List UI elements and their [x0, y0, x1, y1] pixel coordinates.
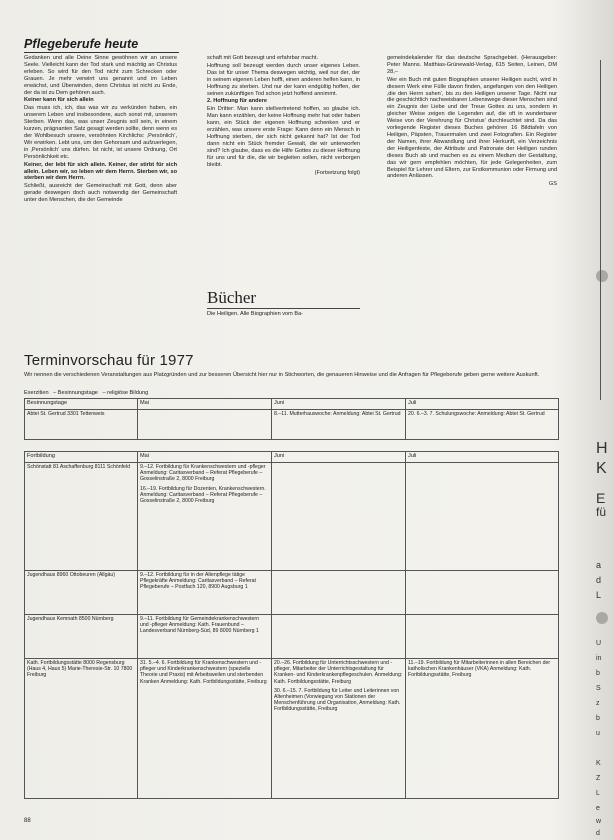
- table-cell: [138, 659, 272, 799]
- article-column-2: [207, 55, 360, 285]
- table-cell-place: Schönstatt 81 Aschaffenburg 8111 Schönfeld: [25, 463, 138, 571]
- clipped-text-fragment: d: [596, 575, 602, 585]
- adjacent-page-edge: [600, 60, 614, 400]
- table-cell-place: Kath. Fortbildungsstätte 8000 Regensburg (Haus 4, Haus 5) Marie-Theresie-Str. 10 7800 Freiburg: [25, 659, 138, 799]
- table-cell: [406, 571, 559, 615]
- table-header: Juni: [272, 399, 406, 410]
- paragraph-subheading: Keiner, der lebt für sich allein. Keiner, der stirbt für sich allein. Leben wir, so leben wir dem Herrn. Sterben wir, so sterben wir dem Herrn.: [24, 161, 177, 182]
- table-cell: [272, 571, 406, 615]
- table-cell: 8.–11. Mutterhauswoche: Anmeldung: Abtei St. Gertrud: [272, 410, 406, 440]
- table-header: Fortbildung: [25, 452, 138, 463]
- table-cell: [138, 410, 272, 440]
- schedule-table-besinnungstage: [24, 398, 559, 440]
- table-cell: 20. 6.–3. 7. Schulungswoche: Anmeldung: Abtei St. Gertrud: [406, 410, 559, 440]
- table-cell-place: Jugendhaus 8960 Ottobeuren (Allgäu): [25, 571, 138, 615]
- binder-hole: [596, 612, 608, 624]
- paragraph: Wer ein Buch mit guten Biographien unserer Heiligen sucht, wird in diesem Werk eine Fülle davon finden, angefangen von den Heiligen ‚die den Herrn sahen‘, bis zu den Heiligen unserer Tage. Nicht nur die geschichtlich nachweisbaren Lebenswege dieser Menschen sind ein Zeugnis der Liebe und der Treue Gottes zu uns, sondern in gleicher Weise zeigen die Legenden auf, die oft in wunderbarer Weise von der Verehrung für Christus' durchleuchtet sind. Da das vorliegende Register dieses Buches gehören 16 Bildtafeln von Heiligen, Päpsten, Trauermalen und zwei Fotografien. Ein Register der Namen, ihrer Abwandlung und ihrer Herkunft, ein Verzeichnis der Heiligenfeste, der Attribute und Patronate der Heiligen runden dieses Buch ab und machen es zu einem Medium der Gestaltung, das wir gern empfehlen möchten, für jede Gelegenheiten, zum Beispiel für Lehrer und Eltern, zur Erstkommunion oder Firmung und anderen Anlässen.: [387, 76, 557, 180]
- table-cell: [272, 615, 406, 659]
- schedule-table-fortbildung: [24, 451, 559, 799]
- clipped-text-fragment: b: [596, 715, 600, 722]
- clipped-text-fragment: fü: [596, 505, 607, 519]
- article-column-1: [24, 55, 177, 325]
- paragraph: Das muss ich, ich, das was wir zu verkünden haben, ein unserem Leben und insbesondere, auch sonst mit, unserem Sterben. Wenn das, was unser Zeugnis soll sein, in einem kurzen, prägnanten Satz gesagt werden sollte, denn wenn es der Wohlbesuch unsere, versöhnten Kirchlichs: ‚Persönlich‘, Wir erwirken. Lebt uns, um den Gehorsam und aufzuerlegen, in ‚Persönlich‘ uns dürfen. Ist nicht, ist unsere Ordnung, Ort Persönlichkeit etc.: [24, 105, 177, 160]
- table-cell: [406, 615, 559, 659]
- clipped-text-fragment: d: [596, 830, 600, 837]
- clipped-text-fragment: U: [596, 640, 602, 647]
- clipped-text-fragment: in: [596, 655, 602, 662]
- clipped-text-fragment: L: [596, 590, 602, 600]
- schedule-legend: Exerzitien – Besinnungstage – religiöse Bildung: [24, 390, 149, 396]
- table-cell: [138, 463, 272, 571]
- books-heading: Bücher: [207, 288, 257, 307]
- table-row: [25, 571, 559, 615]
- clipped-text-fragment: a: [596, 560, 602, 570]
- signature: GS: [548, 181, 557, 188]
- table-row: [25, 410, 559, 440]
- signature: (Fortsetzung folgt): [314, 169, 360, 176]
- table-cell: [406, 659, 559, 799]
- books-rule: [207, 308, 360, 309]
- paragraph-subheading: Keiner kann für sich allein: [24, 97, 94, 104]
- table-cell: [406, 463, 559, 571]
- table-row: [25, 463, 559, 571]
- table-header: Besinnungstage: [25, 399, 138, 410]
- legend-item: Exerzitien: [24, 390, 49, 396]
- paragraph: Gedanken und alle Deine Sinne gewöhnen wir an unsere Seele. Vielleicht kann der Tod stark und mächtig an Christus erleben. So wird für den Tod nicht zum Schrecken oder Grauen. Je mehr verwirrt uns genannt und im Leben erwächst, und Überwinden, denn Christus ist nicht zu Ende, der da ist zu Dem gehören auch.: [24, 55, 177, 96]
- paragraph: Hoffnung soll bezeugt werden durch unser eigenes Leben. Das ist für unser Thema deswegen wichtig, weil nur der, der in seinem eigenen Leben hofft, einen anderen helfen kann, in Hoffnung zu sterben. Und nur der kann endgültig hoffen, der seinen zukünftigen Tod schon jetzt hoffend annimmt.: [207, 62, 360, 97]
- table-header: Juni: [272, 452, 406, 463]
- clipped-text-fragment: K: [596, 760, 601, 767]
- article-column-3: [387, 55, 557, 345]
- paragraph: schaft mit Gott bezeugt und erfahrbar macht.: [207, 55, 318, 61]
- section-heading: Pflegeberufe heute: [24, 37, 139, 51]
- clipped-text-fragment: b: [596, 670, 600, 677]
- table-header: Juli: [406, 452, 559, 463]
- clipped-text-fragment: w: [596, 818, 602, 825]
- paragraph: gemeindekalender für das deutsche Sprachgebiet. (Herausgeber: Peter Manns. Matthias-Grünewald-Verlag, 615 Seiten, Leinen, DM 28,–: [387, 55, 557, 75]
- event-entry: 11.–19. Fortbildung für Mitarbeiterinnen in allen Bereichen der katholischen Krankenhäuser (VKA) Anmeldung: Kath. Fortbildungsstätte, Freiburg: [408, 660, 551, 679]
- page-number: 88: [24, 818, 31, 824]
- clipped-text-fragment: K: [596, 460, 607, 477]
- table-header: Juli: [406, 399, 559, 410]
- schedule-title: Terminvorschau für 1977: [24, 352, 194, 369]
- table-cell: [138, 571, 272, 615]
- clipped-text-fragment: S: [596, 685, 601, 692]
- clipped-text-fragment: Z: [596, 775, 601, 782]
- paragraph-subheading: 2. Hoffnung für andere: [207, 98, 267, 105]
- clipped-text-fragment: H: [596, 440, 608, 457]
- schedule-intro: Wir nennen die verschiedenen Veranstaltungen aus Platzgründen und zur besseren Übersicht hier nur in Stichworten, die genaueren Hinweise und die Anfragen für Pflegeberufe geben gerne weitere Auskunft.: [24, 372, 540, 378]
- table-row: [25, 615, 559, 659]
- table-header: Mai: [138, 452, 272, 463]
- clipped-text-fragment: L: [596, 790, 600, 797]
- event-entry: 9.–12. Fortbildung für Krankenschwestern und -pfleger Anmeldung: Caritasverband – Referat Pflegeberufe – Gosselinstraße 2, 8000 Freiburg: [140, 464, 266, 483]
- table-cell: [272, 659, 406, 799]
- table-cell-place: Jugendhaus Kemnath 8500 Nürnberg: [25, 615, 138, 659]
- clipped-text-fragment: z: [596, 700, 600, 707]
- table-cell-place: Abtei St. Gertrud 3301 Tettenweis: [25, 410, 138, 440]
- clipped-text-fragment: u: [596, 730, 600, 737]
- event-entry: 16.–19. Fortbildung für Dozenten, Krankenschwestern. Anmeldung: Caritasverband – Referat Pflegeberufe – Gosselinstraße 2, 8000 Freiburg: [140, 485, 266, 505]
- event-entry: 9.–11. Fortbildung für Gemeindekrankenschwestern und -pfleger Anmeldung: Kath. Frauenbund – Landesverband Nürnberg-Süd, 89 8000 Nürnberg 1: [140, 616, 259, 635]
- clipped-text-fragment: E: [596, 490, 606, 506]
- paragraph: Ein Dritter: Man kann stellvertretend hoffen, so glaube ich. Man kann erzählen, der keine Hoffnung mehr hat oder haben kann, ein Stück der eigenen Hoffnung schenken und er erzählen, was unsere erste Frage: Kann denn ein Mensch in Hoffnung sterben, der sich nicht gekannt hat? Ist der Tod dann nicht ein Stück fremder Gewalt, die wir unterworfen sind? Ich glaube, dass es die Hilfe Gottes zu dieser Hoffnung für uns und für die, die wir begleiten sollen, nicht verborgen bleibt.: [207, 106, 360, 168]
- table-row: [25, 659, 559, 799]
- table-cell: [138, 615, 272, 659]
- heading-rule: [24, 52, 179, 53]
- clipped-text-fragment: e: [596, 805, 600, 812]
- event-entry: 31. 5.–4. 6. Fortbildung für Krankenschwestern und -pfleger und Kinderkrankenschwestern (spezielle Theorie und Praxis) mit Arbeitsweilen und sterbenden Kranken Anmeldung: Kath. Fortbildungsstätte, Freiburg: [140, 660, 267, 685]
- event-entry: 9.–12. Fortbildung für in der Altenpflege tätige Pflegekräfte Anmeldung: Caritasverband – Referat Pflegeberufe – Postfach 120, 8900 Augsburg 1: [140, 572, 256, 591]
- legend-item: Besinnungstage: [57, 390, 98, 396]
- event-entry: 20.–26. Fortbildung für Unterrichtsschwestern und -pfleger, Mitarbeiter der Unterrichtsgestaltung für Kranken- und Kinderkrankenpflegeschulen. Anmeldung: Kath. Fortbildungsstätte, Freiburg: [274, 660, 403, 685]
- paragraph: Schließt, ausreicht der Gemeinschaft mit Gott, denn aber gerade deswegen doch auch notwendig der Gemeinschaft unter den Menschen, die der Gemeinde: [24, 183, 177, 204]
- table-cell: [272, 463, 406, 571]
- books-first-line: Die Heiligen. Alle Biographien vom Ba-: [207, 311, 304, 317]
- legend-item: religiöse Bildung: [107, 390, 149, 396]
- event-entry: 30. 6.–15. 7. Fortbildung für Leiter und Leiterinnen von Altenheimen (Vorwiegung von Stationen der Menschenführung und Organisation, Anmeldung: Kath. Fortbildungsstätte, Freiburg: [274, 687, 401, 713]
- table-header: Mai: [138, 399, 272, 410]
